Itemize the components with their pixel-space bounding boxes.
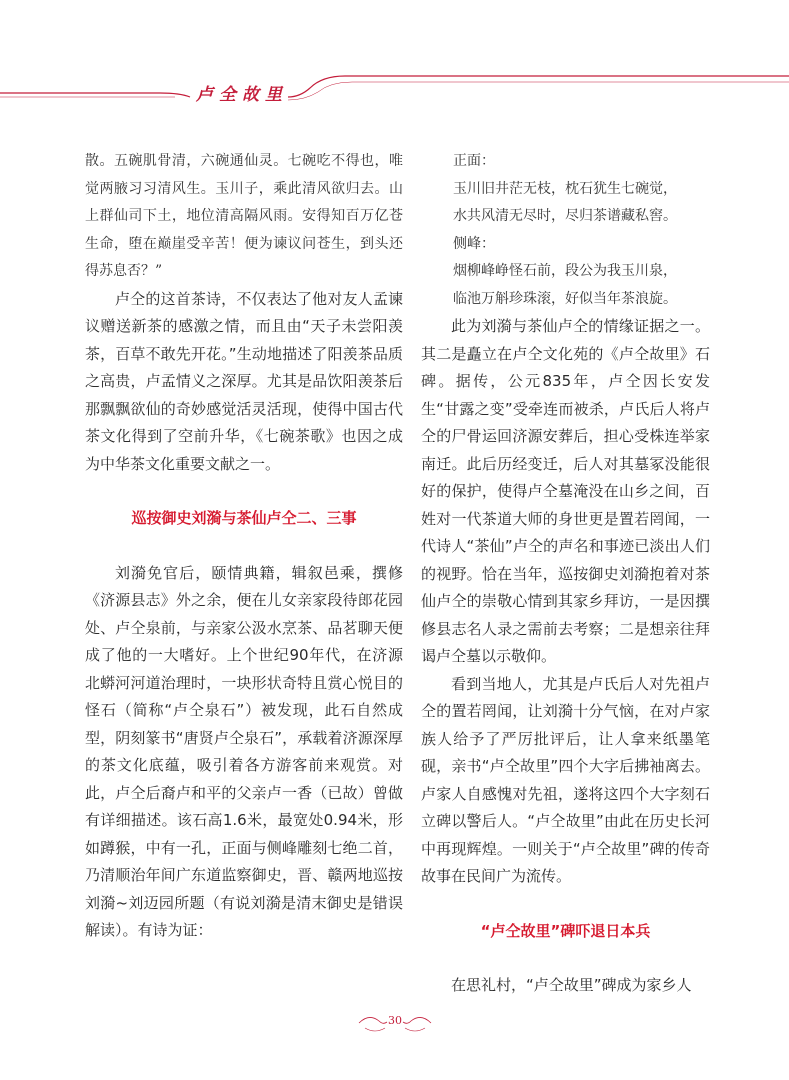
body-paragraph: 此为刘漪与茶仙卢仝的情缘证据之一。其二是矗立在卢仝文化苑的《卢仝故里》石碑。据传，公元835年，卢仝因长安发生“甘露之变”受牵连而被杀，卢氏后人将卢仝的尸骨运回济源安葬后，担心受株连举家南迁。此后历经变迁，后人对其墓冢没能很好的保护，使得卢仝墓淹没在山乡之间，百姓对一代茶道大师的身世更是置若罔闻，一代诗人“茶仙”卢仝的声名和事迹已淡出人们的视野。恰在当年，巡按御史刘漪抱着对茶仙卢仝的崇敬心情到其家乡拜访，一是因撰修县志名人录之需前去考察；二是想亲往拜谒卢仝墓以示敬仰。 (421, 317, 710, 665)
page-number-ornament (355, 1008, 435, 1038)
left-column (85, 148, 403, 945)
body-paragraph: 看到当地人，尤其是卢氏后人对先祖卢仝的置若罔闻，让刘漪十分气恼，在对卢家族人给予了严厉批评后，让人拿来纸墨笔砚，亲书“卢仝故里”四个大字后拂袖离去。卢家人自感愧对先祖，遂将这四个大字刻石立碑以警后人。“卢仝故里”由此在历史长河中再现辉煌。一则关于“卢仝故里”碑的传奇故事在民间广为流传。 (421, 674, 710, 885)
header-ornament (0, 70, 789, 110)
body-paragraph: 卢仝的这首茶诗，不仅表达了他对友人孟谏议赠送新茶的感激之情，而且由“天子未尝阳羡茶，百草不敢先开花。”生动地描述了阳羡茶品质之高贵，卢孟情义之深厚。尤其是品饮阳羡茶后那飘飘欲仙的奇妙感觉活灵活现，使得中国古代茶文化得到了空前升华，《七碗茶歌》也因之成为中华茶文化重要文献之一。 (85, 289, 403, 473)
poem-front-heading: 正面： (453, 153, 495, 169)
section-heading: 巡按御史刘漪与茶仙卢仝二、三事 (131, 509, 357, 527)
poem-line: 玉川旧井茫无枝，枕石犹生七碗觉， (453, 180, 677, 197)
poem-line: 烟柳峰峥怪石前，段公为我玉川泉， (453, 263, 677, 279)
poem-side-heading: 侧峰： (453, 235, 495, 252)
right-column (421, 148, 710, 1000)
header-title: 卢全故里 (196, 85, 288, 105)
poem-continuation: 散。五碗肌骨清，六碗通仙灵。七碗吃不得也，唯觉两腋习习清风生。玉川子，乘此清风欲归去。山上群仙司下土，地位清高隔风雨。安得知百万亿苍生命，堕在巅崖受辛苦！便为谏议问苍生，到头还得苏息否？” (85, 153, 403, 279)
poem-line: 水共风清无尽时，尽归茶谱藏私窖。 (453, 208, 677, 224)
section-heading: “卢仝故里”碑吓退日本兵 (480, 921, 651, 940)
body-paragraph: 在思礼村，“卢仝故里”碑成为家乡人 (451, 976, 692, 994)
poem-line: 临池万斛珍珠滚，好似当年茶浪旋。 (453, 290, 677, 307)
body-paragraph: 刘漪免官后，颐情典籍，辑叙邑乘，撰修《济源县志》外之余，便在儿女亲家段待郎花园处、卢仝泉前，与亲家公汲水烹茶、品茗聊天便成了他的一大嗜好。上个世纪90年代，在济源北蟒河河道治理时，一块形状奇特且赏心悦目的怪石（简称“卢仝泉石”）被发现，此石自然成型，阴刻篆书“唐贤卢仝泉石”，承载着济源深厚的茶文化底蕴，吸引着各方游客前来观赏。对此，卢仝后裔卢和平的父亲卢一香（已故）曾做有详细描述。该石高1.6米，最宽处0.94米，形如蹲猴，中有一孔，正面与侧峰雕刻七绝二首，乃清顺治年间广东道监察御史，晋、赣两地巡按刘漪~刘迈园所题（有说刘漪是清末御史是错误解读）。有诗为证： (85, 563, 403, 939)
page-number: 30 (388, 1014, 402, 1027)
